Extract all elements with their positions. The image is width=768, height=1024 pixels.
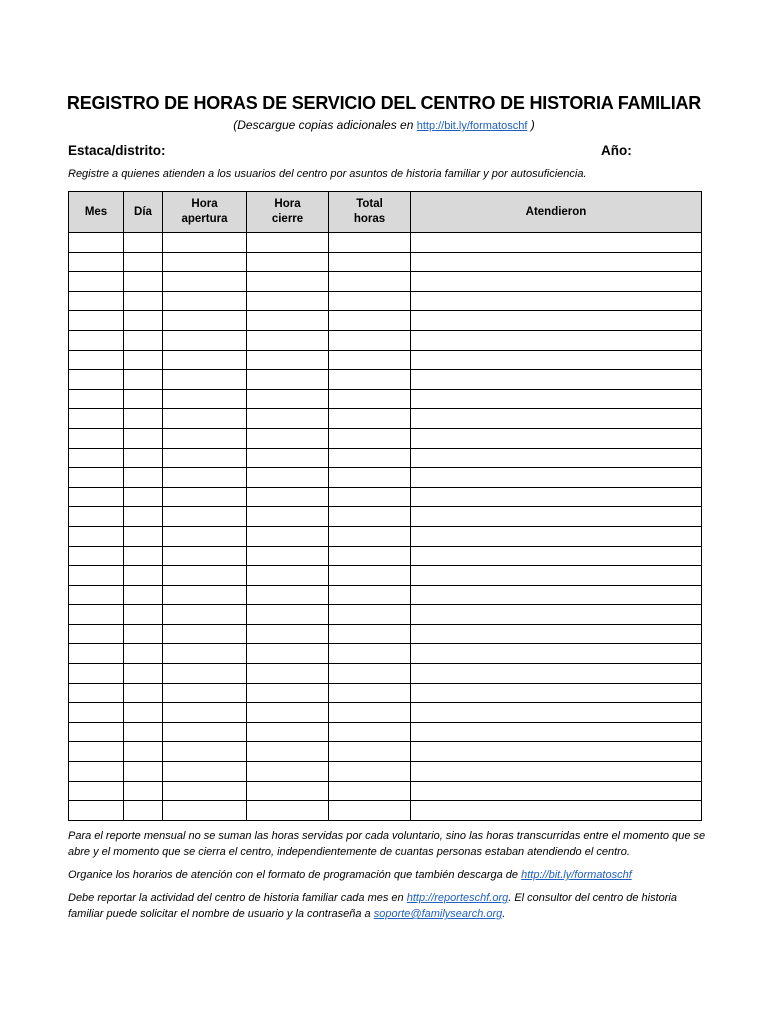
footer-notes [68,828,708,929]
table-cell[interactable] [69,624,124,644]
table-cell[interactable] [124,291,163,311]
table-cell[interactable] [329,330,411,350]
table-body [69,233,702,821]
table-cell[interactable] [247,762,329,782]
table-row [69,409,702,429]
table-cell[interactable] [124,683,163,703]
table-cell[interactable] [124,448,163,468]
table-cell[interactable] [163,683,247,703]
table-cell[interactable] [69,291,124,311]
table-row [69,350,702,370]
table-cell[interactable] [247,330,329,350]
table-row [69,252,702,272]
table-cell[interactable] [247,468,329,488]
table-cell[interactable] [411,330,702,350]
table-cell[interactable] [124,233,163,253]
table-cell[interactable] [124,487,163,507]
table-cell[interactable] [124,644,163,664]
table-cell[interactable] [163,389,247,409]
table-cell[interactable] [124,526,163,546]
table-cell[interactable] [329,546,411,566]
col-header-attended: Atendieron [411,192,702,233]
table-row [69,644,702,664]
table-cell[interactable] [124,664,163,684]
table-cell[interactable] [124,742,163,762]
table-cell[interactable] [163,409,247,429]
table-cell[interactable] [163,350,247,370]
table-cell[interactable] [329,624,411,644]
table-cell[interactable] [124,507,163,527]
table-cell[interactable] [124,468,163,488]
table-cell[interactable] [247,311,329,331]
table-cell[interactable] [69,781,124,801]
col-header-total-hours: Total horas [329,192,411,233]
table-cell[interactable] [69,468,124,488]
table-cell[interactable] [163,233,247,253]
table-cell[interactable] [247,487,329,507]
stake-label: Estaca/distrito: [68,143,166,158]
table-row [69,311,702,331]
table-cell[interactable] [124,566,163,586]
table-cell[interactable] [124,252,163,272]
table-cell[interactable] [124,330,163,350]
table-cell[interactable] [329,644,411,664]
table-cell[interactable] [247,742,329,762]
table-cell[interactable] [69,546,124,566]
table-cell[interactable] [124,272,163,292]
table-cell[interactable] [411,233,702,253]
subtitle-prefix: (Descargue copias adicionales en [233,118,417,132]
note-schedule: Organice los horarios de atención con el formato de programación que también descarga de http://bit.ly/formatoschf [68,869,632,881]
table-cell[interactable] [247,546,329,566]
table-cell[interactable] [329,526,411,546]
table-cell[interactable] [411,644,702,664]
table-cell[interactable] [124,409,163,429]
table-cell[interactable] [247,370,329,390]
table-cell[interactable] [329,389,411,409]
table-row [69,291,702,311]
table-cell[interactable] [163,526,247,546]
table-cell[interactable] [411,703,702,723]
table-cell[interactable] [329,370,411,390]
table-cell[interactable] [329,487,411,507]
table-cell[interactable] [329,585,411,605]
table-row [69,664,702,684]
table-cell[interactable] [411,350,702,370]
table-row [69,605,702,625]
table-cell[interactable] [411,566,702,586]
table-cell[interactable] [329,311,411,331]
table-row [69,233,702,253]
page-title: REGISTRO DE HORAS DE SERVICIO DEL CENTRO DE HISTORIA FAMILIAR [66,93,702,113]
table-cell[interactable] [411,683,702,703]
table-row [69,428,702,448]
table-cell[interactable] [163,370,247,390]
table-cell[interactable] [411,370,702,390]
table-cell[interactable] [163,487,247,507]
table-row [69,370,702,390]
table-cell[interactable] [329,664,411,684]
table-cell[interactable] [163,585,247,605]
table-cell[interactable] [124,624,163,644]
table-cell[interactable] [329,291,411,311]
support-email-link[interactable]: soporte@familysearch.org [373,908,503,920]
table-cell[interactable] [124,781,163,801]
table-cell[interactable] [163,605,247,625]
table-cell[interactable] [411,722,702,742]
table-cell[interactable] [247,350,329,370]
table-cell[interactable] [247,801,329,821]
table-cell[interactable] [247,683,329,703]
table-row [69,703,702,723]
table-cell[interactable] [163,252,247,272]
table-cell[interactable] [247,272,329,292]
table-cell[interactable] [163,546,247,566]
table-row [69,526,702,546]
table-cell[interactable] [163,330,247,350]
table-cell[interactable] [163,566,247,586]
table-cell[interactable] [124,605,163,625]
table-cell[interactable] [329,703,411,723]
table-cell[interactable] [247,605,329,625]
table-cell[interactable] [69,487,124,507]
table-cell[interactable] [163,781,247,801]
table-row [69,722,702,742]
table-cell[interactable] [329,683,411,703]
table-cell[interactable] [247,252,329,272]
table-cell[interactable] [247,233,329,253]
table-row [69,546,702,566]
table-cell[interactable] [329,722,411,742]
table-cell[interactable] [69,585,124,605]
table-cell[interactable] [69,683,124,703]
table-cell[interactable] [411,409,702,429]
table-cell[interactable] [247,781,329,801]
table-cell[interactable] [411,664,702,684]
table-header-row [69,192,702,233]
table-cell[interactable] [69,409,124,429]
table-cell[interactable] [329,507,411,527]
table-row [69,683,702,703]
table-cell[interactable] [69,566,124,586]
table-cell[interactable] [247,566,329,586]
table-cell[interactable] [69,330,124,350]
table-cell[interactable] [69,233,124,253]
table-cell[interactable] [163,448,247,468]
table-cell[interactable] [69,605,124,625]
table-cell[interactable] [69,742,124,762]
table-cell[interactable] [411,546,702,566]
table-cell[interactable] [329,272,411,292]
table-cell[interactable] [69,801,124,821]
table-row [69,448,702,468]
table-cell[interactable] [69,644,124,664]
table-cell[interactable] [247,448,329,468]
table-cell[interactable] [411,291,702,311]
table-cell[interactable] [329,781,411,801]
table-cell[interactable] [411,781,702,801]
table-cell[interactable] [163,644,247,664]
table-cell[interactable] [329,566,411,586]
table-row [69,507,702,527]
table-row [69,781,702,801]
table-cell[interactable] [247,409,329,429]
table-cell[interactable] [411,742,702,762]
note-monthly-report: Para el reporte mensual no se suman las horas servidas por cada voluntario, sino las horas transcurridas entre el momento que se abre y el momento que se cierra el centro, independientemente de cuantas personas estaban atendiendo el centro. [68,830,706,858]
table-cell[interactable] [247,664,329,684]
table-cell[interactable] [411,762,702,782]
table-cell[interactable] [411,624,702,644]
table-cell[interactable] [247,624,329,644]
report-link[interactable]: http://reporteschf.org [406,892,509,904]
table-cell[interactable] [69,526,124,546]
table-cell[interactable] [163,742,247,762]
table-cell[interactable] [329,252,411,272]
table-cell[interactable] [411,526,702,546]
table-cell[interactable] [411,311,702,331]
table-cell[interactable] [329,605,411,625]
table-row [69,272,702,292]
col-header-month: Mes [69,192,124,233]
table-cell[interactable] [163,703,247,723]
table-cell[interactable] [69,272,124,292]
table-cell[interactable] [124,389,163,409]
table-cell[interactable] [124,311,163,331]
table-row [69,468,702,488]
schedule-link[interactable]: http://bit.ly/formatoschf [521,869,632,881]
table-cell[interactable] [124,801,163,821]
table-cell[interactable] [163,291,247,311]
table-cell[interactable] [163,468,247,488]
table-cell[interactable] [247,291,329,311]
table-cell[interactable] [411,252,702,272]
year-label: Año: [601,143,632,158]
table-cell[interactable] [411,448,702,468]
table-cell[interactable] [411,507,702,527]
table-row [69,624,702,644]
table-cell[interactable] [411,389,702,409]
table-cell[interactable] [411,487,702,507]
table-cell[interactable] [329,801,411,821]
table-cell[interactable] [163,801,247,821]
table-cell[interactable] [69,507,124,527]
table-cell[interactable] [69,252,124,272]
table-cell[interactable] [69,350,124,370]
table-cell[interactable] [247,389,329,409]
table-cell[interactable] [411,585,702,605]
col-header-day: Día [124,192,163,233]
table-cell[interactable] [124,703,163,723]
page-subtitle [0,118,768,132]
col-header-open-time: Hora apertura [163,192,247,233]
table-cell[interactable] [69,664,124,684]
instructions: Registre a quienes atienden a los usuarios del centro por asuntos de historia familiar y por autosuficiencia. [68,168,587,180]
table-cell[interactable] [329,468,411,488]
table-cell[interactable] [411,801,702,821]
table-cell[interactable] [124,722,163,742]
table-cell[interactable] [329,742,411,762]
table-cell[interactable] [163,428,247,448]
table-cell[interactable] [69,762,124,782]
table-cell[interactable] [124,762,163,782]
table-cell[interactable] [124,585,163,605]
table-row [69,585,702,605]
table-cell[interactable] [247,428,329,448]
table-cell[interactable] [69,311,124,331]
table-row [69,801,702,821]
table-cell[interactable] [163,311,247,331]
table-cell[interactable] [411,468,702,488]
table-cell[interactable] [329,448,411,468]
table-cell[interactable] [247,526,329,546]
table-cell[interactable] [69,448,124,468]
table-cell[interactable] [329,233,411,253]
subtitle-suffix: ) [527,118,535,132]
table-cell[interactable] [329,409,411,429]
table-cell[interactable] [411,428,702,448]
table-cell[interactable] [247,703,329,723]
table-cell[interactable] [163,624,247,644]
table-cell[interactable] [69,428,124,448]
table-row [69,487,702,507]
table-cell[interactable] [163,664,247,684]
table-row [69,742,702,762]
table-cell[interactable] [69,722,124,742]
table-cell[interactable] [163,722,247,742]
table-cell[interactable] [163,507,247,527]
table-cell[interactable] [124,428,163,448]
table-row [69,762,702,782]
table-cell[interactable] [247,507,329,527]
table-cell[interactable] [163,762,247,782]
table-row [69,566,702,586]
table-cell[interactable] [411,272,702,292]
table-cell[interactable] [163,272,247,292]
col-header-close-time: Hora cierre [247,192,329,233]
table-cell[interactable] [411,605,702,625]
download-link[interactable]: http://bit.ly/formatoschf [416,120,528,132]
table-cell[interactable] [329,350,411,370]
table-cell[interactable] [247,722,329,742]
table-cell[interactable] [124,370,163,390]
table-cell[interactable] [329,762,411,782]
table-row [69,330,702,350]
table-cell[interactable] [247,585,329,605]
table-cell[interactable] [69,389,124,409]
note-reporting: Debe reportar la actividad del centro de historia familiar cada mes en http://reporteschf.org. El consultor del centro de historia familiar puede solicitar el nombre de usuario y la contraseña a soporte@familysearch.org. [68,892,677,920]
table-row [69,389,702,409]
service-hours-table [68,191,702,821]
table-cell[interactable] [69,370,124,390]
table-cell[interactable] [69,703,124,723]
table-cell[interactable] [329,428,411,448]
table-cell[interactable] [124,350,163,370]
table-cell[interactable] [124,546,163,566]
table-cell[interactable] [247,644,329,664]
